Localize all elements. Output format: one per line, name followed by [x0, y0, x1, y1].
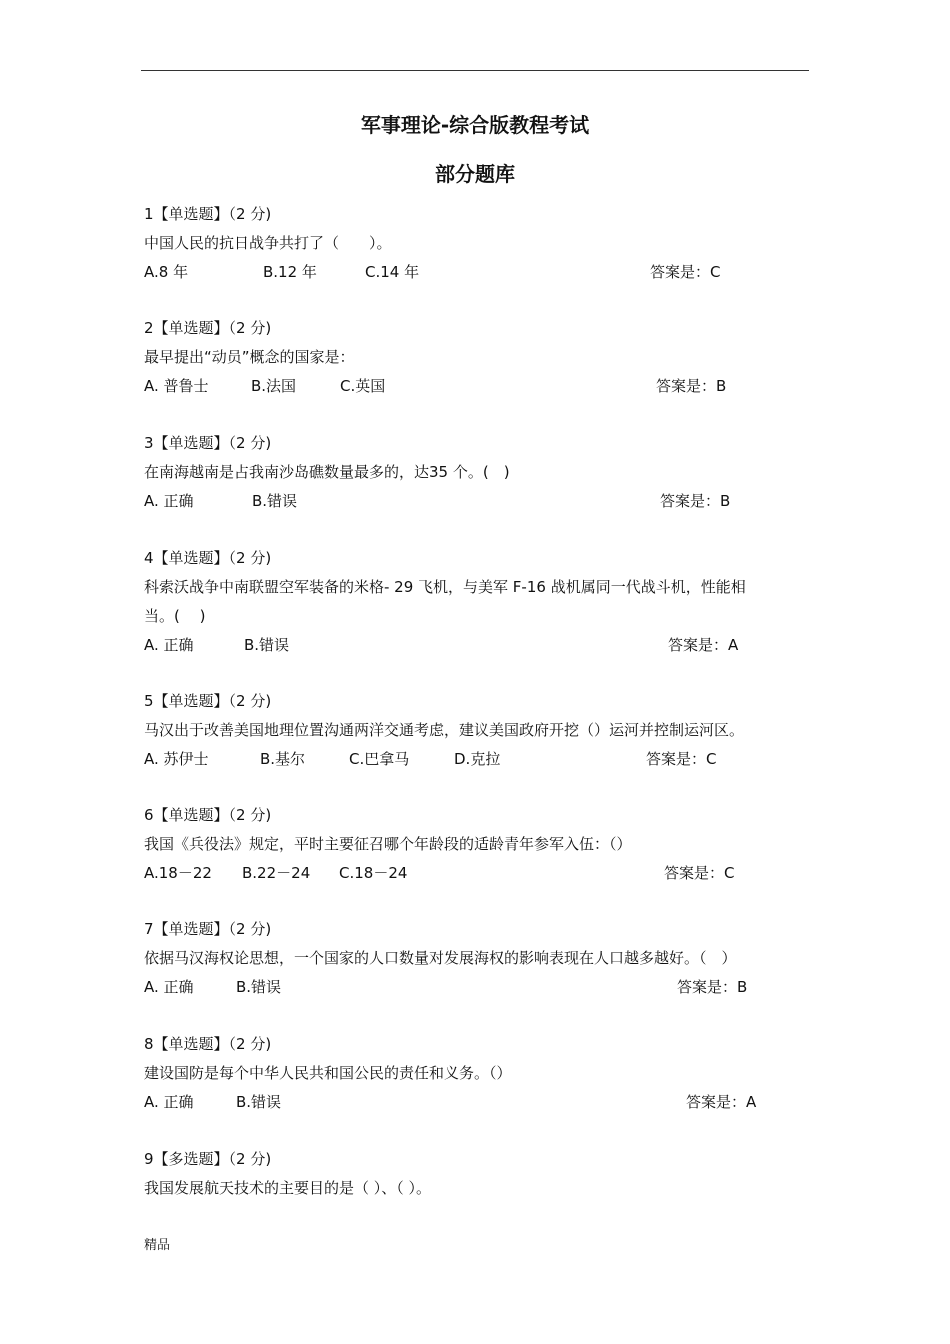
document-title: 军事理论-综合版教程考试 [360, 113, 590, 137]
question-header: 2【单选题】（2 分) [144, 319, 272, 337]
question-9 [144, 1145, 810, 1203]
option-b: B.错误 [252, 492, 298, 510]
question-header: 1【单选题】（2 分) [144, 205, 272, 223]
question-7 [144, 915, 810, 1002]
options-row [144, 258, 810, 287]
answer: 答案是：A [668, 636, 739, 654]
question-header: 3【单选题】（2 分) [144, 434, 272, 452]
question-header: 7【单选题】（2 分) [144, 920, 272, 938]
question-stem: 我国发展航天技术的主要目的是（ ）、（ ）。 [144, 1179, 432, 1197]
document-subtitle: 部分题库 [435, 162, 515, 186]
question-stem: 我国《兵役法》规定，平时主要征召哪个年龄段的适龄青年参军入伍：（） [144, 835, 632, 853]
option-b: B.基尔 [260, 750, 306, 768]
option-a: A.8 年 [144, 263, 189, 281]
question-6 [144, 801, 810, 888]
question-8 [144, 1030, 810, 1117]
question-stem: 在南海越南是占我南沙岛礁数量最多的，达35 个。( ) [144, 463, 510, 481]
question-header: 4【单选题】（2 分) [144, 549, 272, 567]
question-3 [144, 429, 810, 516]
question-stem: 马汉出于改善美国地理位置沟通两洋交通考虑，建议美国政府开挖（）运河并控制运河区。 [144, 721, 745, 739]
option-b: B.错误 [236, 978, 282, 996]
question-stem-continued: 当。( ) [144, 607, 206, 625]
question-stem: 中国人民的抗日战争共打了（ ）。 [144, 234, 392, 252]
question-stem: 最早提出“动员”概念的国家是： [144, 348, 355, 366]
answer: 答案是：C [664, 864, 735, 882]
options-row [144, 745, 810, 774]
option-c: C.14 年 [365, 263, 420, 281]
question-stem: 依据马汉海权论思想，一个国家的人口数量对发展海权的影响表现在人口越多越好。（ ） [144, 949, 737, 967]
option-a: A. 正确 [144, 1093, 194, 1111]
answer: 答案是：C [646, 750, 717, 768]
question-header: 6【单选题】（2 分) [144, 806, 272, 824]
options-row [144, 973, 810, 1002]
answer: 答案是：B [677, 978, 748, 996]
header-rule [141, 70, 809, 71]
option-c: C.巴拿马 [349, 750, 410, 768]
option-c: C.英国 [340, 377, 386, 395]
options-row [144, 487, 810, 516]
question-header: 8【单选题】（2 分) [144, 1035, 272, 1053]
option-a: A. 正确 [144, 636, 194, 654]
option-b: B.错误 [236, 1093, 282, 1111]
answer: 答案是：B [660, 492, 731, 510]
question-4 [144, 544, 810, 660]
question-1 [144, 200, 810, 287]
option-a: A.18－22 [144, 864, 212, 882]
question-stem: 建设国防是每个中华人民共和国公民的责任和义务。（） [144, 1064, 512, 1082]
question-stem: 科索沃战争中南联盟空军装备的米格- 29 飞机，与美军 F-16 战机属同一代战斗机，性能相 [144, 578, 746, 596]
question-5 [144, 687, 810, 774]
question-header: 9【多选题】（2 分) [144, 1150, 272, 1168]
answer: 答案是：B [656, 377, 727, 395]
page-footer: 精品 [144, 1238, 171, 1253]
option-a: A. 普鲁士 [144, 377, 209, 395]
option-a: A. 苏伊士 [144, 750, 209, 768]
answer: 答案是：C [650, 263, 721, 281]
question-2 [144, 314, 810, 401]
options-row [144, 1088, 810, 1117]
option-a: A. 正确 [144, 492, 194, 510]
answer: 答案是：A [686, 1093, 757, 1111]
option-b: B.错误 [244, 636, 290, 654]
options-row [144, 372, 810, 401]
option-b: B.法国 [251, 377, 297, 395]
options-row [144, 859, 810, 888]
option-b: B.22－24 [242, 864, 311, 882]
option-c: C.18－24 [339, 864, 408, 882]
options-row [144, 631, 810, 660]
option-b: B.12 年 [263, 263, 317, 281]
option-d: D.克拉 [454, 750, 501, 768]
question-header: 5【单选题】（2 分) [144, 692, 272, 710]
option-a: A. 正确 [144, 978, 194, 996]
